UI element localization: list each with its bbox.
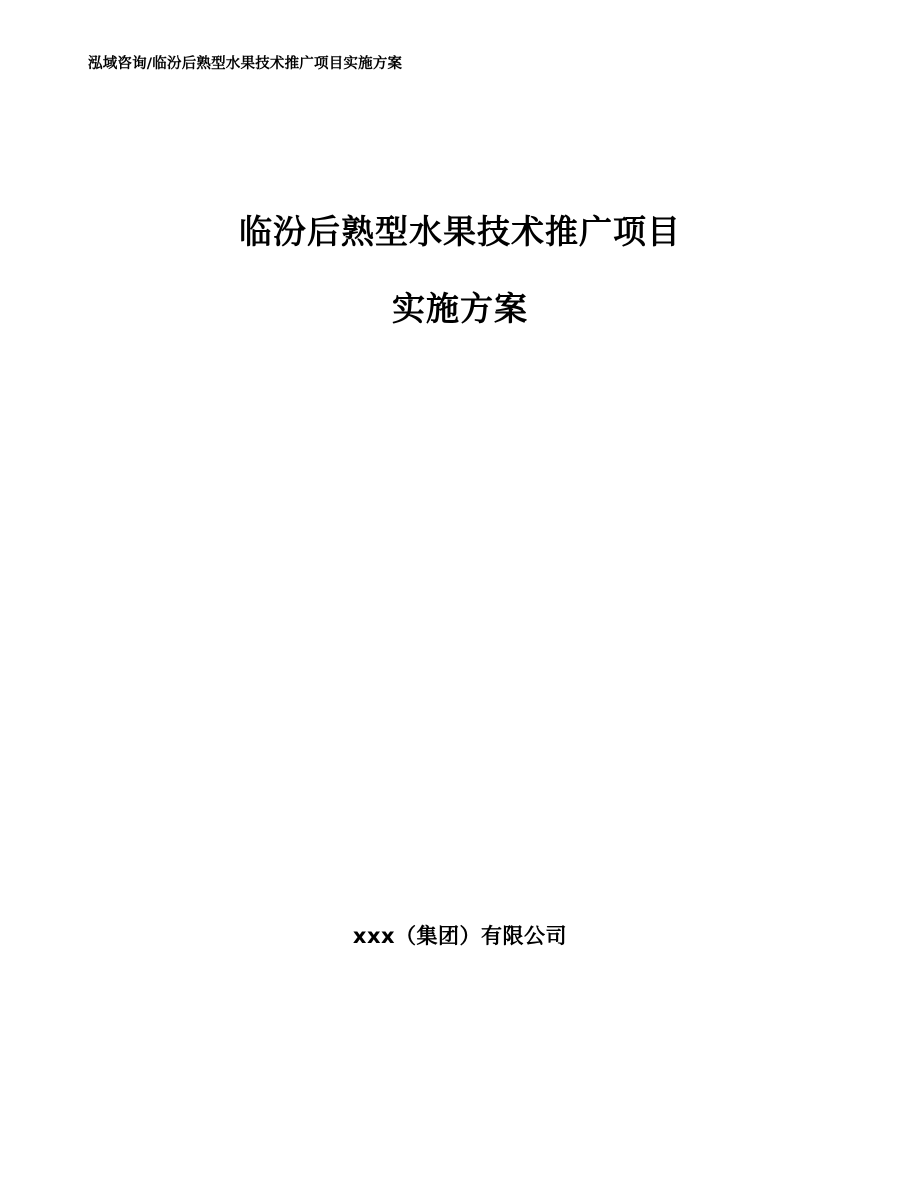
title-line-secondary: 实施方案 (392, 289, 528, 328)
document-header: 泓域咨询/临汾后熟型水果技术推广项目实施方案 (88, 56, 403, 72)
document-title (0, 212, 920, 328)
company-block (0, 920, 920, 950)
company-name: xxx（集团）有限公司 (352, 924, 568, 948)
title-line-primary: 临汾后熟型水果技术推广项目 (239, 212, 681, 251)
